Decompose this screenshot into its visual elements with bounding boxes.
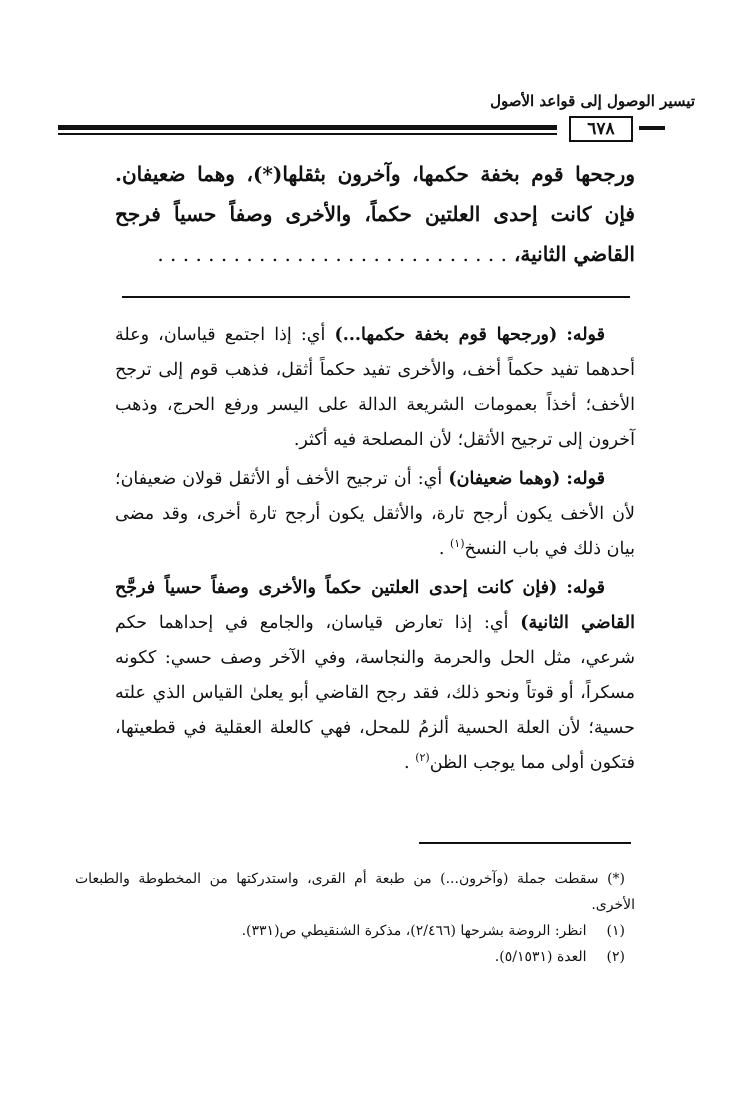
footnote-text: انظر: الروضة بشرحها (٢/٤٦٦)، مذكرة الشنقيطي ص(٣٣١). bbox=[241, 923, 587, 939]
footnote-item bbox=[75, 918, 635, 944]
footnote-rule bbox=[419, 842, 631, 844]
commentary-text: أي: أن ترجيح الأخف أو الأثقل قولان ضعيفان؛ لأن الأخف يكون أرجح تارة، والأثقل يكون أرجح تارة أخرى، وقد مضى بيان ذلك في باب النسخ bbox=[115, 469, 635, 559]
commentary-text: أي: إذا اجتمع قياسان، وعلة أحدهما تفيد حكماً أخف، والأخرى تفيد حكماً أثقل، فذهب قوم إلى ترجح الأخف؛ أخذاً بعمومات الشريعة الدالة على اليسر ورفع الحرج، وذهب آخرون إلى ترجيح الأثقل؛ لأن المصلحة فيه أكثر. bbox=[115, 325, 635, 450]
footnote-mark: (*) bbox=[607, 871, 626, 887]
footnote-ref[interactable]: (١) bbox=[450, 537, 465, 551]
quoted-phrase: (وهما ضعيفان) bbox=[448, 469, 561, 489]
footnote-mark: (١) bbox=[606, 923, 625, 939]
header-rule-thick bbox=[58, 125, 557, 130]
quoted-phrase: (فإن كانت إحدى العلتين حكماً والأخرى وصفاً حسياً فرجَّح القاضي الثانية) bbox=[115, 578, 635, 633]
commentary-text: أي: إذا تعارض قياسان، والجامع في إحداهما حكم شرعي، مثل الحل والحرمة والنجاسة، وفي الآخر وصف حسي: ككونه مسكراً، أو قوتاً ونحو ذلك، فقد رجح القاضي أبو يعلىٰ القياس الذي علته حسية؛ لأن العلة الحسية ألزمُ للمحل، فهي كالعلة العقلية في قطعيتها، فتكون أولى مما يوجب الظن bbox=[115, 613, 635, 773]
sentence-end: . bbox=[438, 539, 445, 559]
qawluhu-label: قوله: bbox=[566, 325, 605, 345]
matn-body: ورجحها قوم بخفة حكمها، وآخرون بثقلها(*)، وهما ضعيفان. فإن كانت إحدى العلتين حكماً، والأخرى وصفاً حسياً فرجح القاضي الثانية، bbox=[115, 162, 635, 266]
footnote-star bbox=[75, 866, 635, 918]
footnotes bbox=[75, 866, 635, 970]
page-number: ٦٧٨ bbox=[569, 116, 633, 142]
footnote-item bbox=[75, 944, 635, 970]
footnote-text: العدة (٥/١٥٣١). bbox=[494, 949, 587, 965]
commentary-paragraph bbox=[115, 571, 635, 781]
footnote-mark: (٢) bbox=[606, 949, 625, 965]
commentary-paragraph bbox=[115, 318, 635, 458]
header-rule-thin bbox=[58, 133, 557, 135]
running-title: تيسير الوصول إلى قواعد الأصول bbox=[490, 92, 695, 110]
commentary-paragraph bbox=[115, 462, 635, 567]
qawluhu-label: قوله: bbox=[566, 578, 605, 598]
header-dash bbox=[639, 126, 665, 130]
footnote-ref[interactable]: (٢) bbox=[415, 751, 430, 765]
quoted-phrase: (ورجحها قوم بخفة حكمها...) bbox=[334, 325, 558, 345]
matn-dots: . . . . . . . . . . . . . . . . . . . . . . . . . . . . bbox=[157, 242, 507, 266]
matn-text bbox=[115, 154, 635, 274]
matn-separator bbox=[122, 296, 630, 298]
sentence-end: . bbox=[404, 753, 410, 773]
footnote-text: سقطت جملة (وآخرون...) من طبعة أم القرى، واستدركتها من المخطوطة والطبعات الأخرى. bbox=[75, 871, 635, 913]
commentary bbox=[115, 318, 635, 785]
qawluhu-label: قوله: bbox=[566, 469, 605, 489]
